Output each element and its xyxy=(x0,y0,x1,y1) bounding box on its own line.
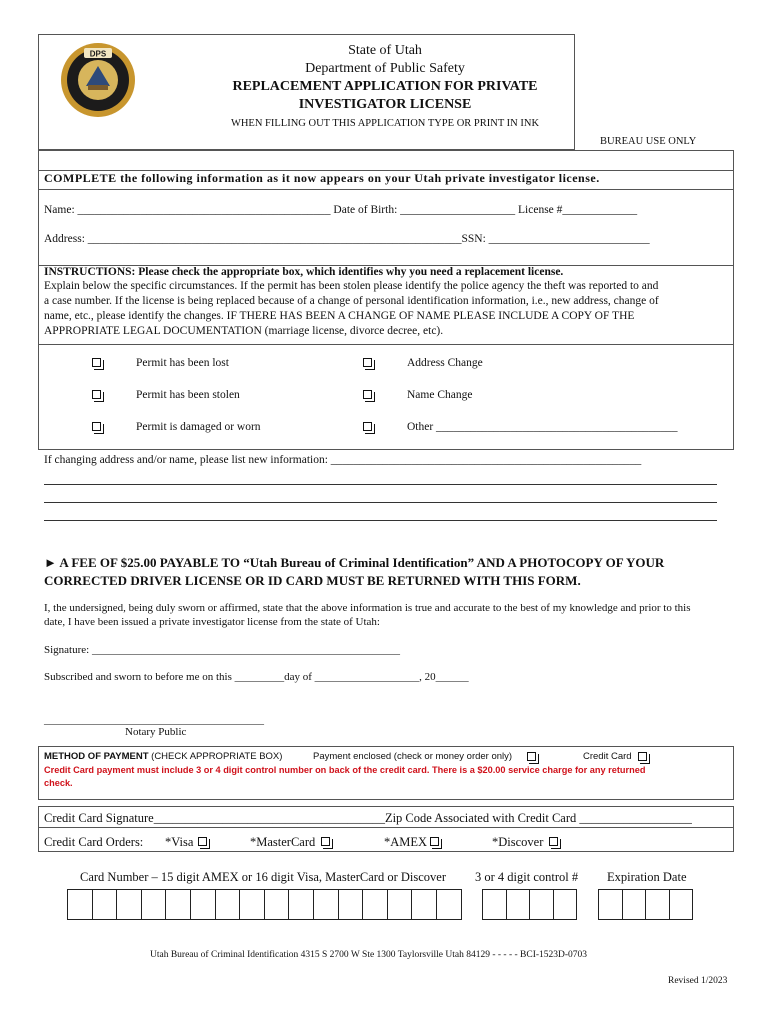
address-change-checkbox[interactable] xyxy=(363,358,372,367)
mastercard-checkbox[interactable] xyxy=(321,837,330,846)
oath-text: I, the undersigned, being duly sworn or affirmed, state that the above information is true and accurate to the best of my knowledge and prior to this xyxy=(44,602,691,614)
card-digit-box[interactable] xyxy=(92,889,118,920)
credit-card-checkbox[interactable] xyxy=(638,752,647,761)
card-digit-box[interactable] xyxy=(411,889,437,920)
card-digit-box[interactable] xyxy=(67,889,93,920)
new-info-line[interactable] xyxy=(44,484,717,485)
credit-card-label: Credit Card xyxy=(583,751,632,762)
permit-lost-checkbox[interactable] xyxy=(92,358,101,367)
card-digit-box[interactable] xyxy=(362,889,388,920)
control-digit-box[interactable] xyxy=(529,889,554,920)
card-digit-box[interactable] xyxy=(165,889,191,920)
arrow-icon: ► xyxy=(44,555,57,570)
option-label: Address Change xyxy=(407,357,483,369)
amex-label: *AMEX xyxy=(384,835,428,849)
instructions-line: Explain below the specific circumstances. If the permit has been stolen please identify the police agency the theft was reported to and xyxy=(44,280,659,292)
discover-label: *Discover xyxy=(492,835,544,849)
other-checkbox[interactable] xyxy=(363,422,372,431)
card-digit-box[interactable] xyxy=(239,889,265,920)
option-label: Name Change xyxy=(407,389,473,401)
footer-address: Utah Bureau of Criminal Identification 4315 S 2700 W Ste 1300 Taylorsville Utah 84129 - - - - - BCI-1523D-0703 xyxy=(150,950,588,960)
card-digit-box[interactable] xyxy=(387,889,413,920)
bureau-use-label: BUREAU USE ONLY xyxy=(600,136,697,147)
instructions-heading: INSTRUCTIONS: Please check the appropriate box, which identifies why you need a replacement license. xyxy=(44,266,564,278)
mastercard-label: *MasterCard xyxy=(250,835,316,849)
new-info-line[interactable] xyxy=(44,520,717,521)
signature-field[interactable]: Signature: ________________________________________________________ xyxy=(44,644,400,656)
permit-stolen-checkbox[interactable] xyxy=(92,390,101,399)
payment-method-heading: METHOD OF PAYMENT xyxy=(44,751,149,762)
fee-notice-line2: CORRECTED DRIVER LICENSE OR ID CARD MUST BE RETURNED WITH THIS FORM. xyxy=(44,573,581,588)
new-info-line[interactable] xyxy=(44,502,717,503)
cc-signature-zip-field[interactable]: Credit Card Signature_____________________________________Zip Code Associated with Credit Card __________________ xyxy=(44,811,692,825)
control-digit-box[interactable] xyxy=(482,889,507,920)
oath-text: date, I have been issued a private investigator license from the state of Utah: xyxy=(44,616,380,628)
visa-label: *Visa xyxy=(165,835,194,849)
payment-enclosed-checkbox[interactable] xyxy=(527,752,536,761)
svg-text:DPS: DPS xyxy=(89,49,107,59)
credit-card-warning: check. xyxy=(44,778,73,788)
expiration-digit-box[interactable] xyxy=(645,889,670,920)
instructions-line: name, etc., please identify the changes. IF THERE HAS BEEN A CHANGE OF NAME PLEASE INCLUDE A COPY OF THE xyxy=(44,310,635,322)
option-label: Permit has been stolen xyxy=(136,389,240,401)
payment-enclosed-label: Payment enclosed (check or money order only) xyxy=(313,751,513,762)
expiration-digit-box[interactable] xyxy=(669,889,694,920)
fee-notice-line1 xyxy=(44,555,664,571)
visa-checkbox[interactable] xyxy=(198,837,207,846)
state-name: State of Utah xyxy=(348,43,422,58)
instructions-line: a case number. If the license is being replaced because of a change of personal identification information, i.e., new address, change of xyxy=(44,295,659,307)
discover-checkbox[interactable] xyxy=(549,837,558,846)
control-number-label: 3 or 4 digit control # xyxy=(475,870,579,884)
notary-label: Notary Public xyxy=(125,726,187,738)
expiration-digit-box[interactable] xyxy=(598,889,623,920)
form-title-line2: INVESTIGATOR LICENSE xyxy=(298,97,472,112)
revised-date: Revised 1/2023 xyxy=(668,976,728,986)
expiration-label: Expiration Date xyxy=(607,870,687,884)
card-digit-box[interactable] xyxy=(313,889,339,920)
card-digit-box[interactable] xyxy=(141,889,167,920)
card-digit-box[interactable] xyxy=(436,889,462,920)
card-digit-box[interactable] xyxy=(338,889,364,920)
cc-orders-label: Credit Card Orders: xyxy=(44,835,144,849)
credit-card-warning: Credit Card payment must include 3 or 4 digit control number on back of the credit card. There is a $20.00 service charge for any returned xyxy=(44,765,646,775)
name-change-checkbox[interactable] xyxy=(363,390,372,399)
form-title-line1: REPLACEMENT APPLICATION FOR PRIVATE xyxy=(232,79,538,94)
card-number-label: Card Number – 15 digit AMEX or 16 digit Visa, MasterCard or Discover xyxy=(80,870,446,884)
new-info-field[interactable]: If changing address and/or name, please list new information: ______________________________________________________ xyxy=(44,454,642,466)
control-digit-box[interactable] xyxy=(553,889,578,920)
card-digit-box[interactable] xyxy=(116,889,142,920)
card-digit-box[interactable] xyxy=(264,889,290,920)
permit-damaged-checkbox[interactable] xyxy=(92,422,101,431)
card-digit-box[interactable] xyxy=(215,889,241,920)
complete-heading: COMPLETE the following information as it now appears on your Utah private investigator license. xyxy=(44,171,600,185)
payment-method-label xyxy=(44,751,282,762)
option-label: Permit has been lost xyxy=(136,357,229,369)
dps-seal-logo xyxy=(60,42,136,118)
option-label: Permit is damaged or worn xyxy=(136,421,261,433)
ink-instruction: WHEN FILLING OUT THIS APPLICATION TYPE OR PRINT IN INK xyxy=(230,118,540,129)
card-digit-box[interactable] xyxy=(190,889,216,920)
name-dob-license-field[interactable]: Name: ____________________________________________ Date of Birth: ____________________ License #_____________ xyxy=(44,204,638,216)
address-ssn-field[interactable]: Address: _________________________________________________________________SSN: ____________________________ xyxy=(44,233,650,245)
payment-method-note: (CHECK APPROPRIATE BOX) xyxy=(148,751,283,762)
expiration-digit-box[interactable] xyxy=(622,889,647,920)
subscribed-field[interactable]: Subscribed and sworn to before me on this _________day of ___________________, 20______ xyxy=(44,671,469,683)
other-field[interactable]: Other __________________________________________ xyxy=(407,421,678,433)
notary-signature-line[interactable]: ________________________________________ xyxy=(44,714,264,726)
card-digit-box[interactable] xyxy=(288,889,314,920)
department-name: Department of Public Safety xyxy=(305,61,465,76)
instructions-line: APPROPRIATE LEGAL DOCUMENTATION (marriage license, divorce decree, etc). xyxy=(44,325,444,337)
control-digit-box[interactable] xyxy=(506,889,531,920)
amex-checkbox[interactable] xyxy=(430,837,439,846)
fee-text: A FEE OF $25.00 PAYABLE TO “Utah Bureau of Criminal Identification” AND A PHOTOCOPY OF YOUR xyxy=(59,555,665,570)
